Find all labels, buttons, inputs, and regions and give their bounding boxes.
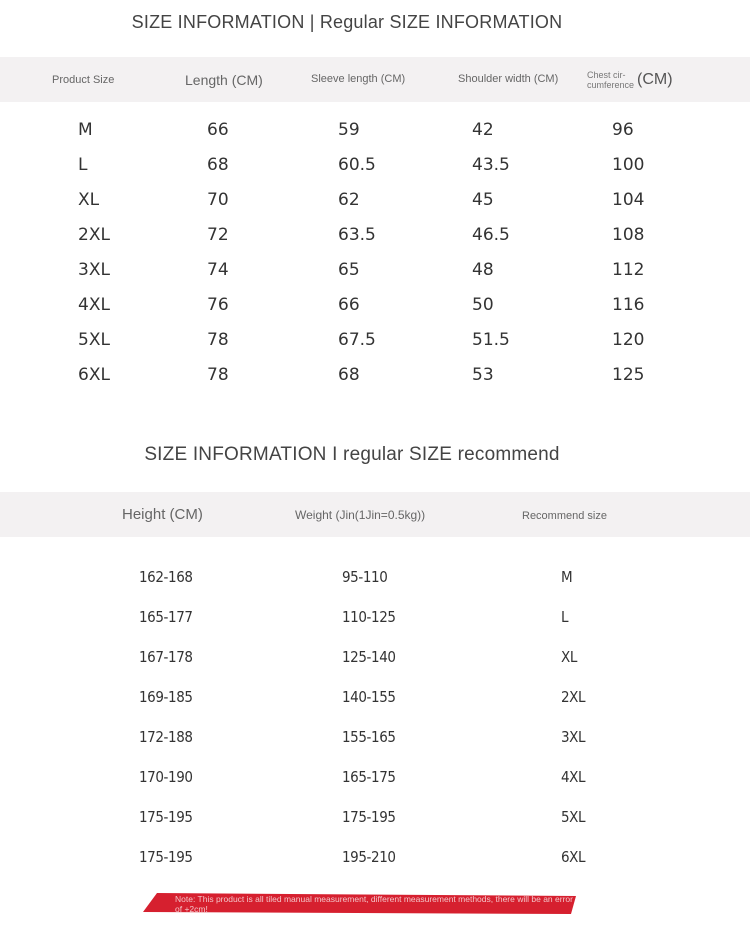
- size-table-header: [0, 57, 750, 102]
- cell-sleeve: 59: [338, 120, 360, 140]
- cell-size: 4XL: [78, 295, 110, 315]
- cell-weight: 155-165: [342, 728, 396, 746]
- cell-shoulder: 51.5: [472, 330, 510, 350]
- measurement-note: [143, 893, 576, 914]
- cell-shoulder: 45: [472, 190, 494, 210]
- cell-recommend-size: M: [561, 568, 573, 586]
- cell-size: L: [78, 155, 88, 175]
- cell-height: 169-185: [139, 688, 193, 706]
- cell-height: 165-177: [139, 608, 193, 626]
- cell-recommend-size: XL: [561, 648, 577, 666]
- cell-sleeve: 66: [338, 295, 360, 315]
- cell-shoulder: 48: [472, 260, 494, 280]
- table-row: [0, 568, 750, 608]
- table-row: [0, 295, 750, 330]
- cell-chest: 100: [612, 155, 645, 175]
- cell-weight: 140-155: [342, 688, 396, 706]
- cell-size: 3XL: [78, 260, 110, 280]
- cell-chest: 108: [612, 225, 645, 245]
- cell-length: 76: [207, 295, 229, 315]
- header-chest-label: Chest cir-cumference: [587, 70, 635, 90]
- cell-length: 78: [207, 365, 229, 385]
- cell-sleeve: 65: [338, 260, 360, 280]
- cell-size: 2XL: [78, 225, 110, 245]
- header-height: Height (CM): [122, 506, 203, 523]
- cell-sleeve: 60.5: [338, 155, 376, 175]
- table-row: [0, 365, 750, 400]
- table-row: [0, 330, 750, 365]
- cell-shoulder: 46.5: [472, 225, 510, 245]
- cell-recommend-size: 6XL: [561, 848, 586, 866]
- cell-shoulder: 50: [472, 295, 494, 315]
- cell-height: 167-178: [139, 648, 193, 666]
- header-sleeve: Sleeve length (CM): [311, 73, 406, 85]
- table-row: [0, 120, 750, 155]
- cell-weight: 175-195: [342, 808, 396, 826]
- cell-recommend-size: L: [561, 608, 569, 626]
- recommend-table-header: [0, 492, 750, 537]
- cell-size: XL: [78, 190, 100, 210]
- cell-recommend-size: 3XL: [561, 728, 586, 746]
- table-row: [0, 728, 750, 768]
- cell-length: 66: [207, 120, 229, 140]
- table-row: [0, 190, 750, 225]
- table-row: [0, 260, 750, 295]
- table-row: [0, 848, 750, 888]
- cell-chest: 104: [612, 190, 645, 210]
- cell-weight: 125-140: [342, 648, 396, 666]
- cell-height: 175-195: [139, 808, 193, 826]
- cell-sleeve: 63.5: [338, 225, 376, 245]
- cell-size: 5XL: [78, 330, 110, 350]
- header-chest-unit: (CM): [637, 71, 673, 88]
- header-length: Length (CM): [185, 72, 263, 88]
- table-row: [0, 155, 750, 190]
- cell-shoulder: 43.5: [472, 155, 510, 175]
- cell-height: 172-188: [139, 728, 193, 746]
- table-row: [0, 768, 750, 808]
- cell-chest: 96: [612, 120, 634, 140]
- cell-height: 175-195: [139, 848, 193, 866]
- cell-shoulder: 42: [472, 120, 494, 140]
- cell-recommend-size: 4XL: [561, 768, 586, 786]
- table-row: [0, 688, 750, 728]
- header-product-size: Product Size: [52, 74, 115, 86]
- cell-weight: 195-210: [342, 848, 396, 866]
- cell-recommend-size: 2XL: [561, 688, 586, 706]
- cell-length: 68: [207, 155, 229, 175]
- table-row: [0, 225, 750, 260]
- cell-weight: 110-125: [342, 608, 396, 626]
- size-table-title: SIZE INFORMATION | Regular SIZE INFORMATION: [131, 12, 563, 32]
- cell-length: 74: [207, 260, 229, 280]
- header-recommend: Recommend size: [522, 510, 607, 522]
- cell-height: 162-168: [139, 568, 193, 586]
- cell-shoulder: 53: [472, 365, 494, 385]
- cell-chest: 120: [612, 330, 645, 350]
- cell-sleeve: 67.5: [338, 330, 376, 350]
- cell-chest: 116: [612, 295, 645, 315]
- table-row: [0, 808, 750, 848]
- table-row: [0, 648, 750, 688]
- cell-height: 170-190: [139, 768, 193, 786]
- cell-chest: 112: [612, 260, 645, 280]
- cell-sleeve: 62: [338, 190, 360, 210]
- note-text: Note: This product is all tiled manual measurement, different measurement methods, there will be an error of +2cm!: [175, 894, 573, 914]
- cell-recommend-size: 5XL: [561, 808, 586, 826]
- table-row: [0, 608, 750, 648]
- cell-weight: 165-175: [342, 768, 396, 786]
- header-chest: [587, 70, 687, 92]
- header-weight: Weight (Jin(1Jin=0.5kg)): [295, 508, 426, 522]
- cell-size: M: [78, 120, 93, 140]
- header-shoulder: Shoulder width (CM): [458, 73, 559, 85]
- cell-length: 72: [207, 225, 229, 245]
- cell-weight: 95-110: [342, 568, 388, 586]
- cell-length: 70: [207, 190, 229, 210]
- cell-sleeve: 68: [338, 365, 360, 385]
- cell-size: 6XL: [78, 365, 110, 385]
- cell-length: 78: [207, 330, 229, 350]
- recommend-table-title: SIZE INFORMATION I regular SIZE recommend: [144, 444, 560, 465]
- cell-chest: 125: [612, 365, 645, 385]
